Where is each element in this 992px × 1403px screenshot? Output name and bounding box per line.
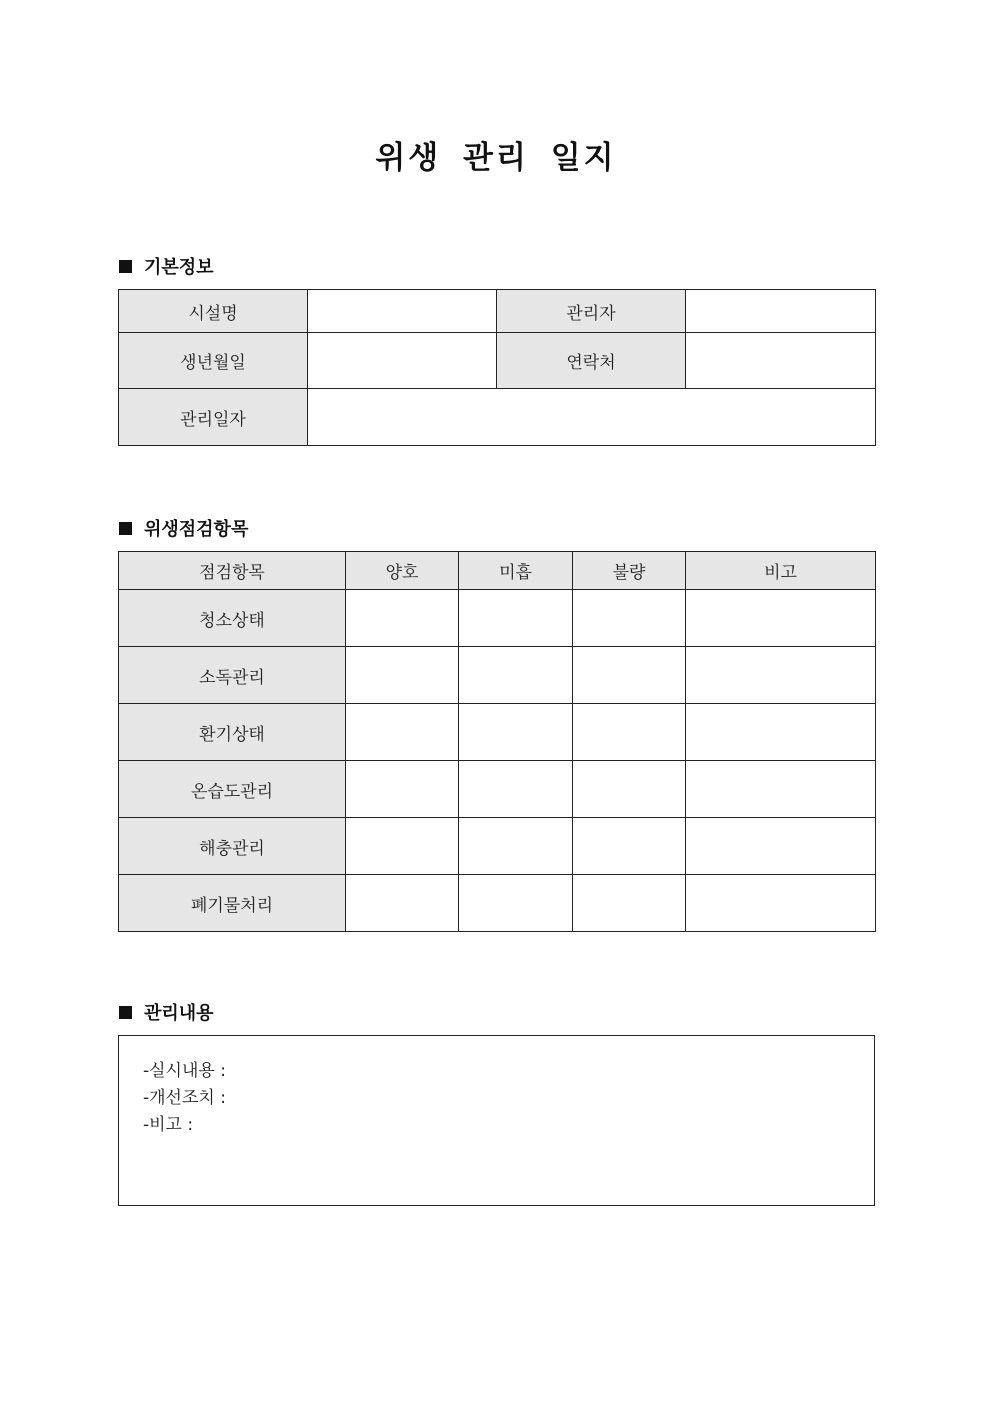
management-date-value-cell[interactable] xyxy=(308,389,876,446)
birth-date-value-cell[interactable] xyxy=(308,333,497,389)
insufficient-cell[interactable] xyxy=(459,647,573,704)
poor-cell[interactable] xyxy=(573,704,686,761)
basic-info-heading xyxy=(119,253,214,279)
remarks-cell[interactable] xyxy=(686,704,876,761)
content-line-remarks: -비고 : xyxy=(143,1115,194,1135)
column-header-good: 양호 xyxy=(346,552,459,590)
column-header-poor: 불량 xyxy=(573,552,686,590)
remarks-cell[interactable] xyxy=(686,761,876,818)
remarks-cell[interactable] xyxy=(686,875,876,932)
poor-cell[interactable] xyxy=(573,761,686,818)
insufficient-cell[interactable] xyxy=(459,818,573,875)
manager-value-cell[interactable] xyxy=(686,290,876,333)
facility-value-cell[interactable] xyxy=(308,290,497,333)
good-cell[interactable] xyxy=(346,875,459,932)
table-row xyxy=(119,761,876,818)
item-label: 해충관리 xyxy=(119,818,346,875)
inspection-table xyxy=(118,551,876,932)
management-heading xyxy=(119,999,214,1025)
poor-cell[interactable] xyxy=(573,818,686,875)
content-line-improvement: -개선조치 : xyxy=(143,1088,226,1108)
table-row xyxy=(119,647,876,704)
contact-label: 연락처 xyxy=(497,333,686,389)
good-cell[interactable] xyxy=(346,590,459,647)
good-cell[interactable] xyxy=(346,818,459,875)
table-row xyxy=(119,590,876,647)
square-bullet-icon xyxy=(119,1006,132,1019)
poor-cell[interactable] xyxy=(573,875,686,932)
inspection-heading xyxy=(119,515,248,541)
good-cell[interactable] xyxy=(346,647,459,704)
basic-info-table xyxy=(118,289,876,446)
inspection-heading-text: 위생점검항목 xyxy=(144,519,249,540)
column-header-remarks: 비고 xyxy=(686,552,876,590)
insufficient-cell[interactable] xyxy=(459,590,573,647)
good-cell[interactable] xyxy=(346,761,459,818)
poor-cell[interactable] xyxy=(573,647,686,704)
item-label: 폐기물처리 xyxy=(119,875,346,932)
insufficient-cell[interactable] xyxy=(459,761,573,818)
management-date-label: 관리일자 xyxy=(119,389,308,446)
remarks-cell[interactable] xyxy=(686,818,876,875)
square-bullet-icon xyxy=(119,522,132,535)
insufficient-cell[interactable] xyxy=(459,704,573,761)
poor-cell[interactable] xyxy=(573,590,686,647)
manager-label: 관리자 xyxy=(497,290,686,333)
item-label: 청소상태 xyxy=(119,590,346,647)
item-label: 환기상태 xyxy=(119,704,346,761)
item-label: 소독관리 xyxy=(119,647,346,704)
remarks-cell[interactable] xyxy=(686,590,876,647)
square-bullet-icon xyxy=(119,260,132,273)
remarks-cell[interactable] xyxy=(686,647,876,704)
birth-date-label: 생년월일 xyxy=(119,333,308,389)
contact-value-cell[interactable] xyxy=(686,333,876,389)
item-label: 온습도관리 xyxy=(119,761,346,818)
content-line-implementation: -실시내용 : xyxy=(143,1061,226,1081)
table-row xyxy=(119,875,876,932)
insufficient-cell[interactable] xyxy=(459,875,573,932)
facility-label: 시설명 xyxy=(119,290,308,333)
table-row xyxy=(119,818,876,875)
table-row xyxy=(119,704,876,761)
basic-info-heading-text: 기본정보 xyxy=(144,257,214,278)
management-content-box[interactable] xyxy=(118,1035,875,1206)
page-title: 위생 관리 일지 xyxy=(375,140,617,176)
management-heading-text: 관리내용 xyxy=(144,1003,214,1024)
good-cell[interactable] xyxy=(346,704,459,761)
column-header-insufficient: 미흡 xyxy=(459,552,573,590)
column-header-item: 점검항목 xyxy=(119,552,346,590)
